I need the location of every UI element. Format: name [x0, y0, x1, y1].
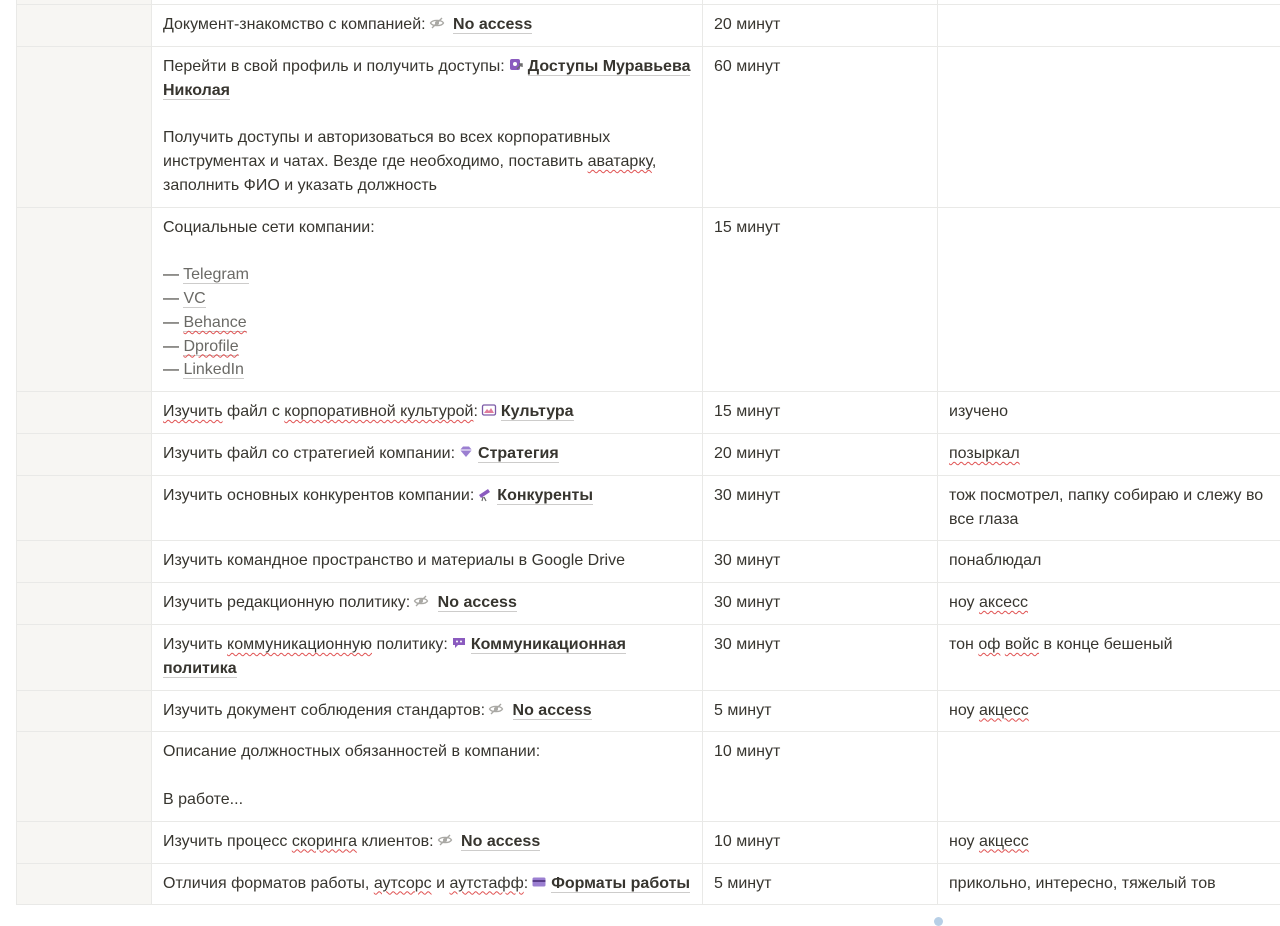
- task-status-text: В работе...: [163, 788, 691, 812]
- note-cell[interactable]: [938, 46, 1280, 207]
- row-handle-cell: [17, 863, 152, 905]
- row-handle-cell: [17, 392, 152, 434]
- note-cell[interactable]: тон оф войс в конце бешеный: [938, 624, 1280, 690]
- task-cell[interactable]: [152, 583, 703, 625]
- note-cell[interactable]: [938, 732, 1280, 821]
- onboarding-table: [16, 0, 1280, 905]
- task-text: Перейти в свой профиль и получить доступы:: [163, 58, 505, 75]
- time-cell[interactable]: 60 минут: [703, 46, 938, 207]
- task-text: Изучить основных конкурентов компании:: [163, 487, 474, 504]
- spacer: [163, 239, 691, 263]
- row-handle-cell: [17, 624, 152, 690]
- note-cell[interactable]: ноу акцесс: [938, 821, 1280, 863]
- time-cell[interactable]: 5 минут: [703, 863, 938, 905]
- table-row: [17, 46, 1280, 207]
- time-cell[interactable]: 10 минут: [703, 821, 938, 863]
- time-cell[interactable]: 5 минут: [703, 690, 938, 732]
- gem-arrow-icon: [458, 444, 474, 460]
- table-row: [17, 392, 1280, 434]
- card-arrow-icon: [531, 874, 547, 890]
- note-cell[interactable]: [938, 207, 1280, 392]
- note-cell[interactable]: прикольно, интересно, тяжелый тов: [938, 863, 1280, 905]
- social-link-dprofile[interactable]: Dprofile: [183, 338, 238, 356]
- page-mention-link[interactable]: Культура: [501, 403, 574, 421]
- page-mention-link[interactable]: No access: [513, 702, 592, 720]
- task-cell[interactable]: Изучить коммуникационную политику: Коммуникационная политика: [152, 624, 703, 690]
- time-cell[interactable]: 15 минут: [703, 392, 938, 434]
- row-handle-cell: [17, 821, 152, 863]
- table-row: [17, 821, 1280, 863]
- page-mention-link[interactable]: Стратегия: [478, 445, 559, 463]
- task-cell[interactable]: [152, 732, 703, 821]
- eye-slash-icon: [429, 15, 445, 31]
- time-cell[interactable]: 15 минут: [703, 207, 938, 392]
- social-link-telegram[interactable]: Telegram: [183, 266, 249, 284]
- row-handle-cell: [17, 583, 152, 625]
- task-text: Изучить документ соблюдения стандартов:: [163, 702, 485, 719]
- table-row: [17, 475, 1280, 541]
- speech-arrow-icon: [451, 635, 467, 651]
- time-cell[interactable]: 10 минут: [703, 732, 938, 821]
- page-mention-link[interactable]: Коммуникационная политика: [163, 636, 626, 678]
- row-handle-cell: [17, 732, 152, 821]
- page-mention-link[interactable]: No access: [461, 833, 540, 851]
- table-row: [17, 732, 1280, 821]
- eye-slash-icon: [437, 832, 453, 848]
- note-cell[interactable]: позыркал: [938, 433, 1280, 475]
- key-arrow-icon: [508, 57, 524, 73]
- table-row: [17, 5, 1280, 47]
- note-cell[interactable]: ноу акцесс: [938, 690, 1280, 732]
- page-mention-link[interactable]: No access: [453, 16, 532, 34]
- table-row: [17, 583, 1280, 625]
- time-cell[interactable]: 30 минут: [703, 583, 938, 625]
- table-row: [17, 541, 1280, 583]
- note-cell[interactable]: понаблюдал: [938, 541, 1280, 583]
- task-text: Изучить файл со стратегией компании:: [163, 445, 455, 462]
- table-row: [17, 863, 1280, 905]
- note-cell[interactable]: тож посмотрел, папку собираю и слежу во все глаза: [938, 475, 1280, 541]
- task-text: Описание должностных обязанностей в компании:: [163, 740, 691, 764]
- note-cell[interactable]: изучено: [938, 392, 1280, 434]
- row-handle-cell: [17, 46, 152, 207]
- telescope-arrow-icon: [477, 486, 493, 502]
- task-text: Изучить редакционную политику:: [163, 594, 410, 611]
- task-description: Получить доступы и авторизоваться во всех корпоративных инструментах и чатах. Везде где необходимо, поставить аватарку, заполнить ФИО и указать должность: [163, 126, 691, 197]
- page-mention-link[interactable]: Конкуренты: [497, 487, 593, 505]
- time-cell[interactable]: 30 минут: [703, 541, 938, 583]
- spacer: [163, 102, 691, 126]
- task-cell[interactable]: Изучить файл с корпоративной культурой: Культура: [152, 392, 703, 434]
- social-link-behance[interactable]: Behance: [183, 314, 246, 332]
- page-mention-link[interactable]: Доступы Муравьева Николая: [163, 58, 690, 100]
- time-cell[interactable]: 20 минут: [703, 433, 938, 475]
- row-handle-cell: [17, 475, 152, 541]
- task-cell[interactable]: Социальные сети компании: — Telegram — VC — Behance — Dprofile — LinkedIn: [152, 207, 703, 392]
- task-cell[interactable]: [152, 46, 703, 207]
- row-handle-cell: [17, 541, 152, 583]
- eye-slash-icon: [488, 701, 504, 717]
- task-cell[interactable]: [152, 475, 703, 541]
- note-cell[interactable]: ноу аксесс: [938, 583, 1280, 625]
- page-mention-link[interactable]: No access: [438, 594, 517, 612]
- row-handle-cell: [17, 207, 152, 392]
- task-text: Социальные сети компании:: [163, 216, 691, 240]
- eye-slash-icon: [413, 593, 429, 609]
- time-cell[interactable]: 20 минут: [703, 5, 938, 47]
- task-cell[interactable]: Изучить командное пространство и материалы в Google Drive: [152, 541, 703, 583]
- task-text: Документ-знакомство с компанией:: [163, 16, 426, 33]
- social-link-vc[interactable]: VC: [183, 290, 205, 308]
- row-handle-cell: [17, 690, 152, 732]
- table-row: [17, 690, 1280, 732]
- social-link-linkedin[interactable]: LinkedIn: [183, 361, 244, 379]
- task-cell[interactable]: Отличия форматов работы, аутсорс и аутстафф: Форматы работы: [152, 863, 703, 905]
- time-cell[interactable]: 30 минут: [703, 475, 938, 541]
- image-arrow-icon: [481, 402, 497, 418]
- table-row: [17, 207, 1280, 392]
- task-cell[interactable]: [152, 433, 703, 475]
- table-row: [17, 433, 1280, 475]
- time-cell[interactable]: 30 минут: [703, 624, 938, 690]
- task-cell[interactable]: [152, 690, 703, 732]
- task-cell[interactable]: [152, 5, 703, 47]
- task-cell[interactable]: Изучить процесс скоринга клиентов: No access: [152, 821, 703, 863]
- row-handle-cell: [17, 5, 152, 47]
- table-row: [17, 624, 1280, 690]
- row-handle-cell: [17, 433, 152, 475]
- note-cell[interactable]: [938, 5, 1280, 47]
- page-mention-link[interactable]: Форматы работы: [551, 875, 690, 893]
- scroll-indicator[interactable]: [934, 917, 943, 926]
- spacer: [163, 764, 691, 788]
